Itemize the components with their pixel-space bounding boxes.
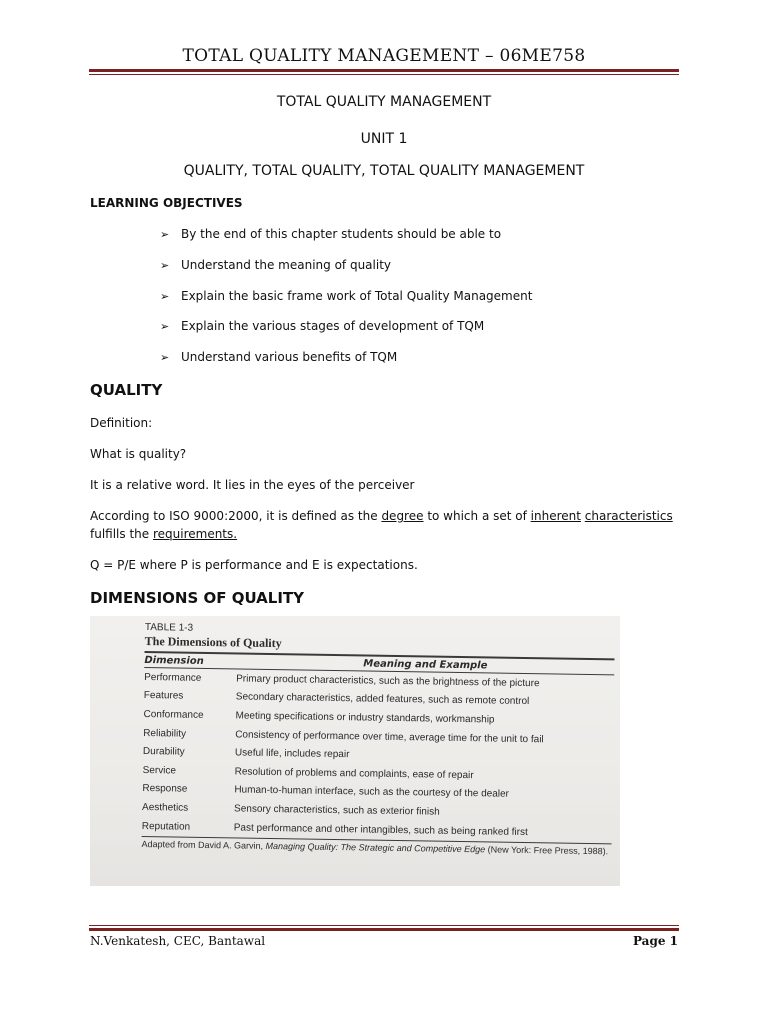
table-title: The Dimensions of Quality <box>144 633 282 651</box>
footer-author: N.Venkatesh, CEC, Bantawal <box>90 934 266 948</box>
table-row: Reliability Consistency of performance over time, average time for the unit to fail <box>143 727 544 745</box>
arrow-bullet-icon: ➢ <box>160 227 170 241</box>
table-row: Durability Useful life, includes repair <box>142 746 350 761</box>
relative-statement: It is a relative word. It lies in the eyes of the perceiver <box>90 478 415 492</box>
quality-question: What is quality? <box>90 447 187 461</box>
dimensions-heading: DIMENSIONS OF QUALITY <box>90 589 305 607</box>
document-title: TOTAL QUALITY MANAGEMENT <box>276 94 492 110</box>
iso-definition-line2: fulfills the requirements. <box>90 527 238 541</box>
objective-text: Explain the basic frame work of Total Quality Management <box>181 289 533 303</box>
objective-item <box>160 350 397 364</box>
objective-item <box>160 258 391 272</box>
table-row: Response Human-to-human interface, such as the courtesy of the dealer <box>142 783 510 801</box>
objective-text: Understand various benefits of TQM <box>181 350 398 364</box>
table-source: Adapted from David A. Garvin, Managing Quality: The Strategic and Competitive Edge (New York: Free Press, 1988). <box>141 839 609 857</box>
table-row: Service Resolution of problems and complaints, ease of repair <box>142 764 474 781</box>
arrow-bullet-icon: ➢ <box>160 350 170 364</box>
objective-text: Explain the various stages of development of TQM <box>181 319 485 333</box>
objective-item <box>160 227 501 241</box>
unit-title: UNIT 1 <box>360 131 408 147</box>
iso-definition-line1: According to ISO 9000:2000, it is defined as the degree to which a set of inherent characteristics <box>90 509 673 523</box>
header-rule <box>89 69 679 75</box>
objective-text: By the end of this chapter students should be able to <box>181 227 502 241</box>
definition-label: Definition: <box>90 416 153 430</box>
objective-text: Understand the meaning of quality <box>181 258 392 272</box>
objective-item <box>160 319 484 333</box>
arrow-bullet-icon: ➢ <box>160 258 170 272</box>
arrow-bullet-icon: ➢ <box>160 289 170 303</box>
characteristics-term: characteristics <box>584 509 673 523</box>
requirements-term: requirements. <box>152 527 238 541</box>
quality-formula: Q = P/E where P is performance and E is expectations. <box>90 558 418 572</box>
inherent-term: inherent <box>530 509 581 523</box>
objective-item <box>160 289 532 303</box>
table-row: Performance Primary product characteristics, such as the brightness of the picture <box>144 671 540 690</box>
degree-term: degree <box>381 509 424 523</box>
dimensions-table-image <box>90 616 620 886</box>
table-row: Conformance Meeting specifications or industry standards, workmanship <box>143 708 495 726</box>
learning-objectives-heading: LEARNING OBJECTIVES <box>90 196 243 210</box>
table-header: Dimension Meaning and Example <box>144 654 488 671</box>
page-header-title: TOTAL QUALITY MANAGEMENT – 06ME758 <box>182 46 586 66</box>
table-number: TABLE 1-3 <box>144 622 194 634</box>
quality-heading: QUALITY <box>90 381 163 399</box>
table-row: Features Secondary characteristics, added features, such as remote control <box>143 690 530 708</box>
chapter-title: QUALITY, TOTAL QUALITY, TOTAL QUALITY MANAGEMENT <box>183 163 585 179</box>
arrow-bullet-icon: ➢ <box>160 319 170 333</box>
page-number: Page 1 <box>632 934 678 948</box>
footer-rule <box>89 925 679 931</box>
table-row: Reputation Past performance and other intangibles, such as being ranked first <box>141 820 528 838</box>
table-row: Aesthetics Sensory characteristics, such as exterior finish <box>142 801 440 818</box>
